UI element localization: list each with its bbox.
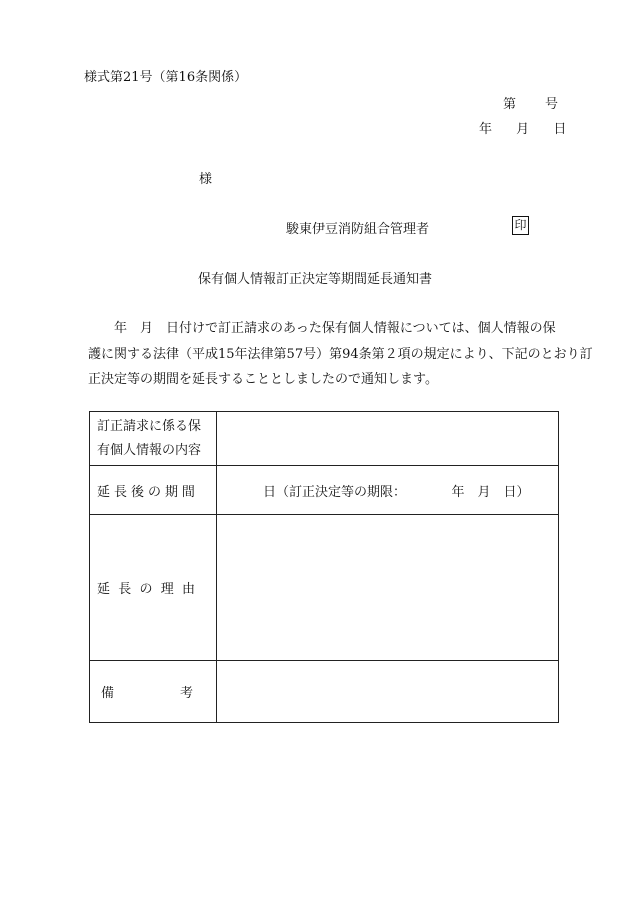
issue-date xyxy=(479,118,566,137)
date-month: 月 xyxy=(516,122,530,137)
document-title: 保有個人情報訂正決定等期間延長通知書 xyxy=(197,272,432,287)
info-table xyxy=(89,411,559,723)
body-text xyxy=(88,316,593,393)
date-year: 年 xyxy=(479,122,493,137)
label-char: 理 xyxy=(160,582,174,597)
document-number: 第 号 xyxy=(503,97,560,112)
body-line-2: 護に関する法律（平成15年法律第57号）第94条第２項の規定により、下記のとおり訂 xyxy=(88,346,593,362)
body-line-3: 正決定等の期間を延長することとしましたので通知します。 xyxy=(88,372,438,387)
label-char: 長 xyxy=(113,484,127,500)
addressee-suffix: 様 xyxy=(199,172,213,187)
label-char: 由 xyxy=(181,582,195,597)
label-content-line2: 有個人情報の内容 xyxy=(97,442,202,458)
value-content[interactable] xyxy=(217,412,559,466)
form-number: 様式第21号（第16条関係） xyxy=(84,70,248,85)
label-char: 後 xyxy=(130,484,144,500)
table-row-extended-period xyxy=(90,466,559,515)
label-content xyxy=(90,412,217,466)
date-day: 日 xyxy=(553,122,567,137)
body-line-1: 年 月 日付けで訂正請求のあった保有個人情報については、個人情報の保 xyxy=(88,321,556,336)
seal-mark: 印 xyxy=(512,216,529,235)
label-remarks xyxy=(90,661,217,723)
table-row-content xyxy=(90,412,559,466)
value-reason[interactable] xyxy=(217,515,559,661)
table-row-reason xyxy=(90,515,559,661)
label-char: 延 xyxy=(97,484,111,500)
label-char: の xyxy=(139,582,153,597)
label-char: 備 xyxy=(101,686,115,701)
label-char: 考 xyxy=(179,686,193,701)
label-char: 長 xyxy=(118,582,132,597)
label-char: 期 xyxy=(164,484,178,500)
label-char: 延 xyxy=(97,582,111,597)
value-remarks[interactable] xyxy=(217,661,559,723)
label-extended-period xyxy=(90,466,217,515)
table-row-remarks xyxy=(90,661,559,723)
label-reason xyxy=(90,515,217,661)
label-char: の xyxy=(147,484,161,500)
value-extended-period[interactable]: 日（訂正決定等の期限： 年 月 日） xyxy=(217,466,559,515)
label-char: 間 xyxy=(181,484,195,500)
label-content-line1: 訂正請求に係る保 xyxy=(97,418,202,434)
issuer-name: 駿東伊豆消防組合管理者 xyxy=(286,222,430,237)
